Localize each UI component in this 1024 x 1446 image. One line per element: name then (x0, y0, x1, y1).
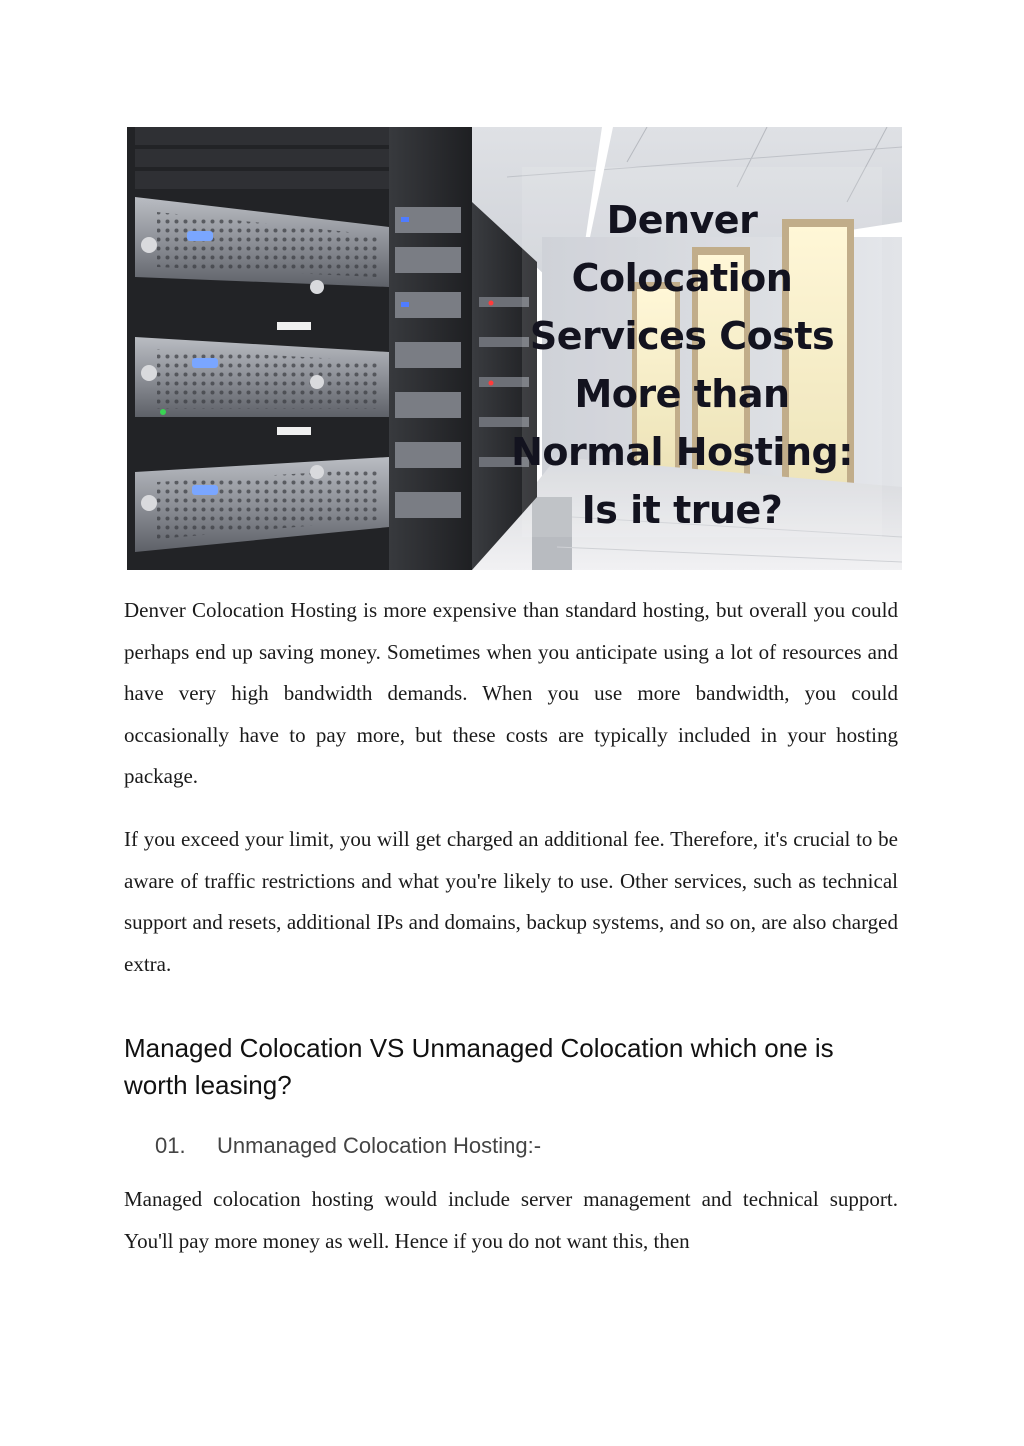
hero-title-line: Denver (606, 198, 758, 242)
hero-title-line: More than (574, 372, 790, 416)
body-paragraph: Denver Colocation Hosting is more expensive than standard hosting, but overall you could perhaps end up saving money. Sometimes when you anticipate using a lot of resources and have very high bandwidth demands. When you use more bandwidth, you could occasionally have to pay more, but these costs are typically included in your hosting package. (124, 598, 898, 788)
list-label: Unmanaged Colocation Hosting:- (217, 1133, 542, 1158)
list-item (155, 1131, 541, 1161)
hero-title-line: Colocation (571, 256, 793, 300)
list-number: 01. (155, 1133, 186, 1158)
body-paragraph: If you exceed your limit, you will get charged an additional fee. Therefore, it's crucial to be aware of traffic restrictions and what you're likely to use. Other services, such as technical support and resets, additional IPs and domains, backup systems, and so on, are also charged extra. (124, 827, 898, 976)
section-heading: Managed Colocation VS Unmanaged Colocation which one is worth leasing? (124, 1033, 834, 1100)
body-paragraph: Managed colocation hosting would include server management and technical support. You'll pay more money as well. Hence if you do not want this, then (124, 1187, 898, 1253)
hero-title-line: Services Costs (529, 314, 835, 358)
hero-title-line: Normal Hosting: (511, 430, 853, 474)
hero-title (502, 191, 862, 539)
hero-title-line: Is it true? (581, 488, 783, 532)
hero-image (127, 127, 902, 570)
